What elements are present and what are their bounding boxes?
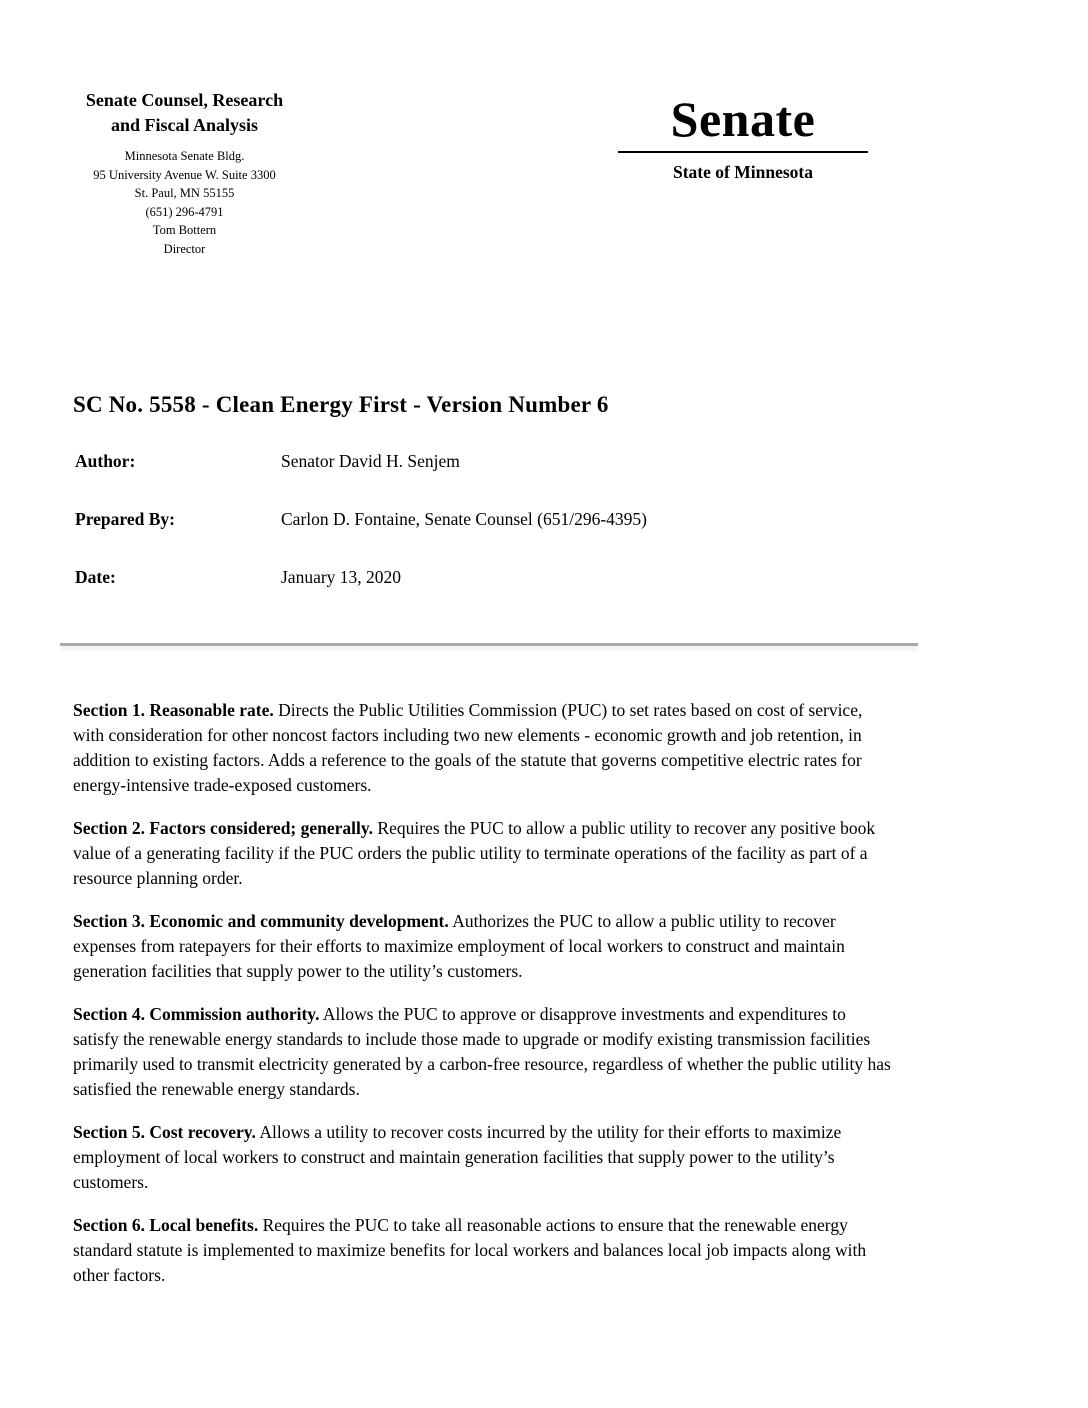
section-body-2: Requires the PUC to allow a public utility to recover any positive book value of a generating facility if the PUC orders the public utility to terminate operations of the facility as part of a resource planning order.: [73, 818, 876, 888]
section-heading-3: Section 3. Economic and community development.: [73, 911, 449, 931]
document-title: SC No. 5558 - Clean Energy First - Version Number 6: [73, 392, 609, 417]
section-body-1: Directs the Public Utilities Commission (PUC) to set rates based on cost of service, with consideration for other noncost factors including two new elements - economic growth and job retention, in addition to existing factors. Adds a reference to the goals of the statute that governs competitive electric rates for energy-intensive trade-exposed customers.: [73, 700, 863, 795]
senate-logo: [618, 91, 868, 183]
section-paragraph-3: [73, 909, 895, 984]
section-paragraph-2: [73, 816, 895, 891]
section-paragraph-5: [73, 1120, 895, 1195]
section-body-3: Authorizes the PUC to allow a public utility to recover expenses from ratepayers for their efforts to maximize employment of local workers to construct and maintain generation facilities that supply power to the utility’s customers.: [73, 911, 845, 981]
section-heading-6: Section 6. Local benefits.: [73, 1215, 259, 1235]
section-paragraph-6: [73, 1213, 895, 1288]
meta-value-prepared-by: Carlon D. Fontaine, Senate Counsel (651/296-4395): [281, 509, 647, 529]
office-name-line1: Senate Counsel, Research: [85, 90, 284, 110]
senate-logo-rule: [618, 151, 868, 153]
letterhead-office-block: [62, 88, 307, 258]
office-director-name: Tom Bottern: [152, 223, 217, 237]
section-paragraph-4: [73, 1002, 895, 1102]
office-director-title: Director: [163, 241, 206, 256]
document-meta: [75, 450, 647, 624]
senate-logo-subtitle: State of Minnesota: [673, 162, 813, 182]
office-address-line: St. Paul, MN 55155: [134, 186, 235, 200]
meta-value-author: Senator David H. Senjem: [281, 451, 460, 471]
section-heading-5: Section 5. Cost recovery.: [73, 1122, 256, 1142]
office-address-line: 95 University Avenue W. Suite 3300: [93, 167, 276, 182]
section-paragraph-1: [73, 698, 895, 798]
meta-row-prepared-by: [75, 508, 647, 530]
meta-row-date: [75, 566, 647, 588]
section-body-4: Allows the PUC to approve or disapprove investments and expenditures to satisfy the renewable energy standards to include those made to upgrade or modify existing transmission facilities primarily used to transmit electricity generated by a carbon-free resource, regardless of whether the public utility has satisfied the renewable energy standards.: [73, 1004, 891, 1099]
meta-label-prepared-by: Prepared By:: [75, 509, 175, 529]
section-body-6: Requires the PUC to take all reasonable actions to ensure that the renewable energy standard statute is implemented to maximize benefits for local workers and balances local job impacts along with other factors.: [73, 1215, 867, 1285]
document-body: [73, 698, 895, 1306]
office-phone: (651) 296-4791: [145, 204, 224, 219]
section-heading-4: Section 4. Commission authority.: [73, 1004, 320, 1024]
office-name: [62, 88, 307, 138]
office-address-line: Minnesota Senate Bldg.: [124, 149, 245, 163]
office-address: [62, 147, 307, 258]
section-divider-rule: [60, 643, 918, 646]
meta-value-date: January 13, 2020: [281, 567, 402, 587]
senate-logo-title: Senate: [670, 91, 816, 147]
section-heading-1: Section 1. Reasonable rate.: [73, 700, 274, 720]
section-body-5: Allows a utility to recover costs incurred by the utility for their efforts to maximize employment of local workers to construct and maintain generation facilities that supply power to the utility’s customers.: [73, 1122, 842, 1192]
meta-label-author: Author:: [75, 451, 136, 471]
section-heading-2: Section 2. Factors considered; generally.: [73, 818, 374, 838]
meta-row-author: [75, 450, 647, 472]
meta-label-date: Date:: [75, 567, 116, 587]
office-name-line2: and Fiscal Analysis: [110, 115, 259, 135]
